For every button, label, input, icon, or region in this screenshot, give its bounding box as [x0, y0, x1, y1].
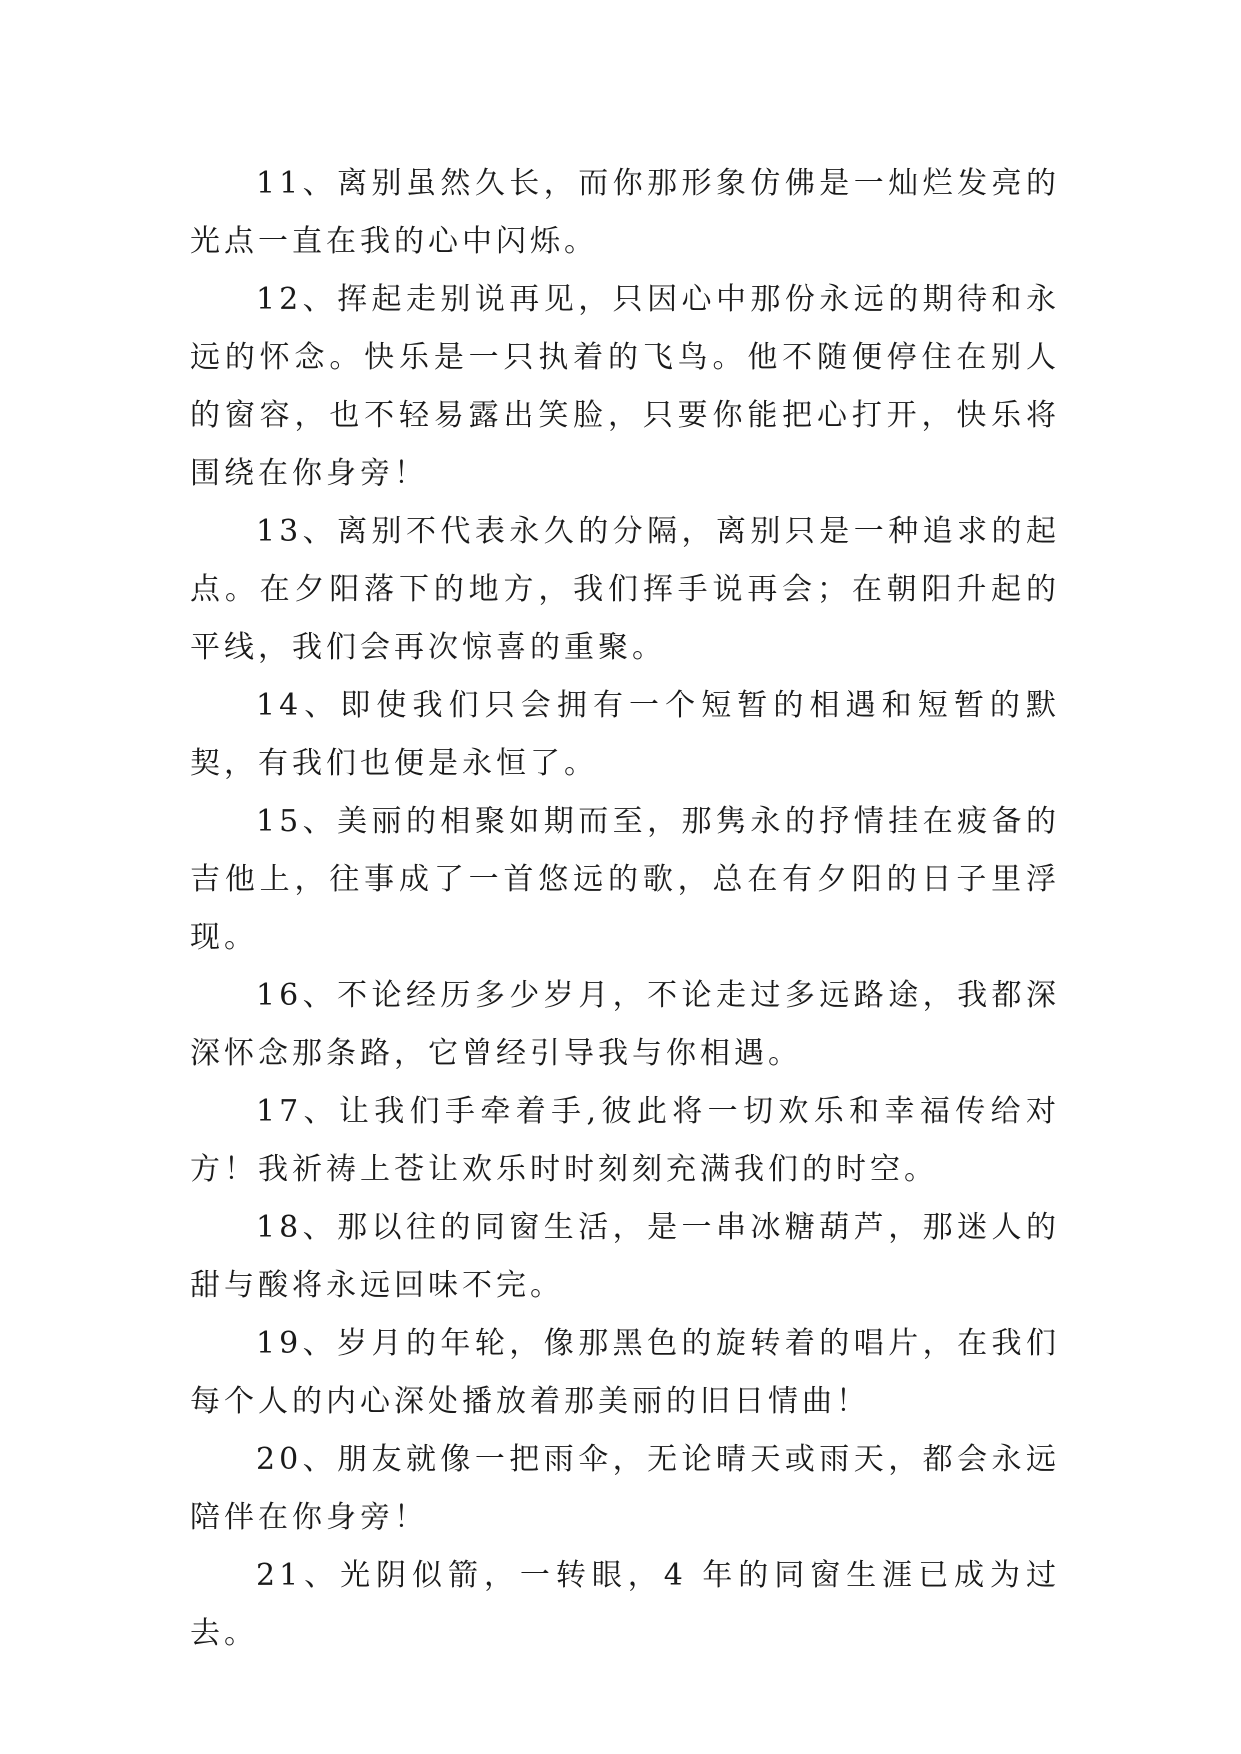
paragraph-12: 12、挥起走别说再见，只因心中那份永远的期待和永远的怀念。快乐是一只执着的飞鸟。他不随便停住在别人的窗容，也不轻易露出笑脸，只要你能把心打开，快乐将围绕在你身旁！ — [190, 282, 1060, 491]
paragraph-11: 11、离别虽然久长，而你那形象仿佛是一灿烂发亮的光点一直在我的心中闪烁。 — [190, 166, 1060, 259]
paragraph-16: 16、不论经历多少岁月，不论走过多远路途，我都深深怀念那条路，它曾经引导我与你相遇。 — [190, 978, 1060, 1071]
paragraph-17: 17、让我们手牵着手,彼此将一切欢乐和幸福传给对方！我祈祷上苍让欢乐时时刻刻充满我们的时空。 — [190, 1094, 1060, 1187]
paragraph-19: 19、岁月的年轮，像那黑色的旋转着的唱片，在我们每个人的内心深处播放着那美丽的旧日情曲！ — [190, 1326, 1060, 1419]
paragraph-15: 15、美丽的相聚如期而至，那隽永的抒情挂在疲备的吉他上，往事成了一首悠远的歌，总在有夕阳的日子里浮现。 — [190, 804, 1060, 955]
paragraph-21: 21、光阴似箭，一转眼，4 年的同窗生涯已成为过去。 — [190, 1558, 1060, 1651]
paragraph-20: 20、朋友就像一把雨伞，无论晴天或雨天，都会永远陪伴在你身旁！ — [190, 1442, 1060, 1535]
paragraph-14: 14、即使我们只会拥有一个短暂的相遇和短暂的默契，有我们也便是永恒了。 — [190, 688, 1060, 781]
paragraph-18: 18、那以往的同窗生活，是一串冰糖葫芦，那迷人的甜与酸将永远回味不完。 — [190, 1210, 1060, 1303]
paragraph-13: 13、离别不代表永久的分隔，离别只是一种追求的起点。在夕阳落下的地方，我们挥手说再会；在朝阳升起的平线，我们会再次惊喜的重聚。 — [190, 514, 1060, 665]
document-body — [190, 155, 1060, 1663]
